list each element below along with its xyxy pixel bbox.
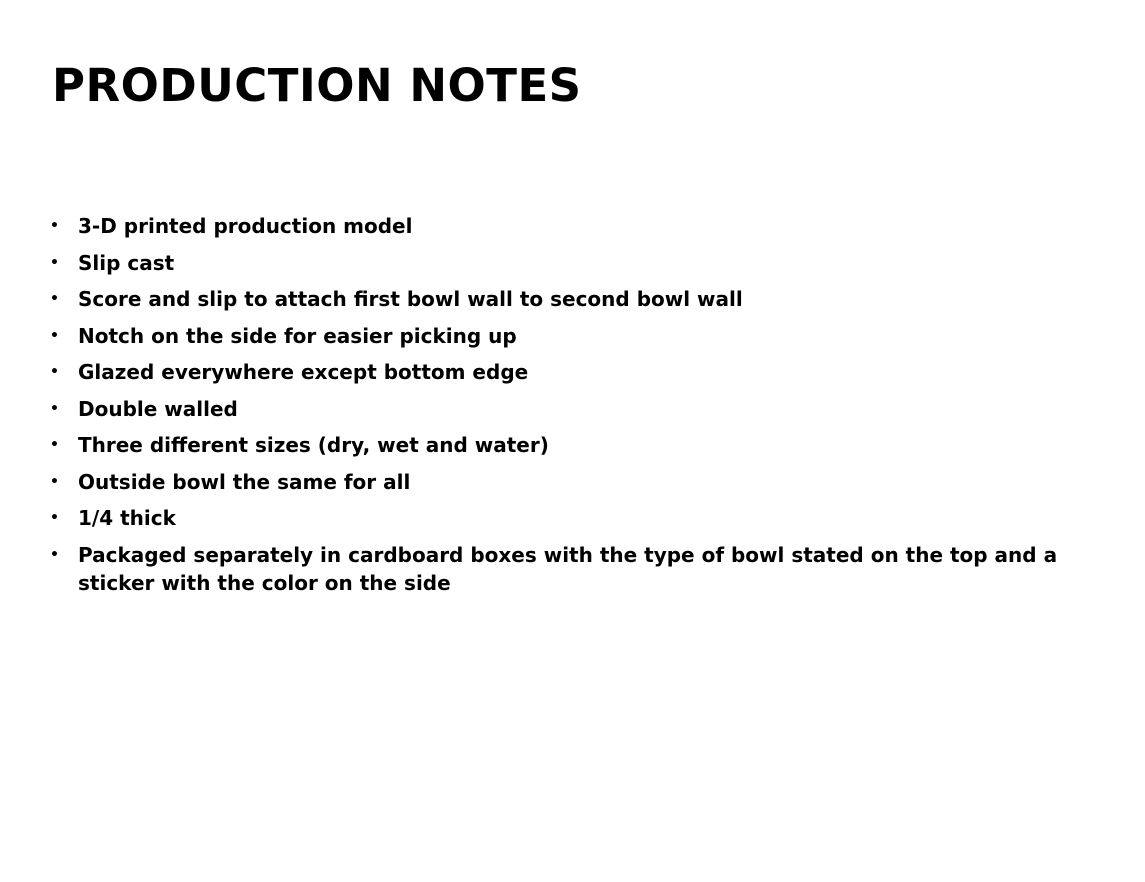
bullet-item [50, 322, 1080, 350]
bullet-dot-icon: • [50, 510, 59, 526]
bullet-dot-icon: • [50, 364, 59, 380]
bullet-item [50, 468, 1080, 496]
bullet-dot-icon: • [50, 254, 59, 271]
bullet-item [50, 504, 1080, 532]
bullet-dot-icon: • [50, 327, 59, 344]
bullet-item [50, 358, 1080, 386]
bullet-text: 1/4 thick [78, 506, 176, 530]
bullet-dot-icon: • [50, 218, 59, 234]
slide-title: PRODUCTION NOTES [52, 59, 582, 112]
bullet-item [50, 395, 1080, 423]
bullet-list [50, 212, 1080, 605]
bullet-text: Slip cast [78, 250, 175, 275]
bullet-dot-icon: • [50, 546, 59, 563]
bullet-dot-icon: • [50, 437, 59, 453]
bullet-text: Score and slip to attach first bowl wall to second bowl wall [78, 287, 743, 311]
bullet-dot-icon: • [50, 473, 59, 490]
bullet-item [50, 212, 1080, 240]
bullet-text: Double walled [78, 396, 238, 421]
bullet-item [50, 431, 1080, 459]
bullet-text: Three different sizes (dry, wet and water) [78, 433, 549, 457]
bullet-dot-icon: • [50, 400, 59, 417]
bullet-item [50, 249, 1080, 277]
bullet-dot-icon: • [50, 291, 59, 307]
bullet-item [50, 541, 1080, 597]
bullet-text: 3-D printed production model [78, 214, 413, 238]
bullet-text: Packaged separately in cardboard boxes with the type of bowl stated on the top and a sticker with the color on the side [78, 542, 1058, 595]
bullet-text: Outside bowl the same for all [78, 469, 411, 494]
bullet-item [50, 285, 1080, 313]
bullet-text: Notch on the side for easier picking up [78, 323, 517, 348]
bullet-text: Glazed everywhere except bottom edge [78, 360, 529, 384]
